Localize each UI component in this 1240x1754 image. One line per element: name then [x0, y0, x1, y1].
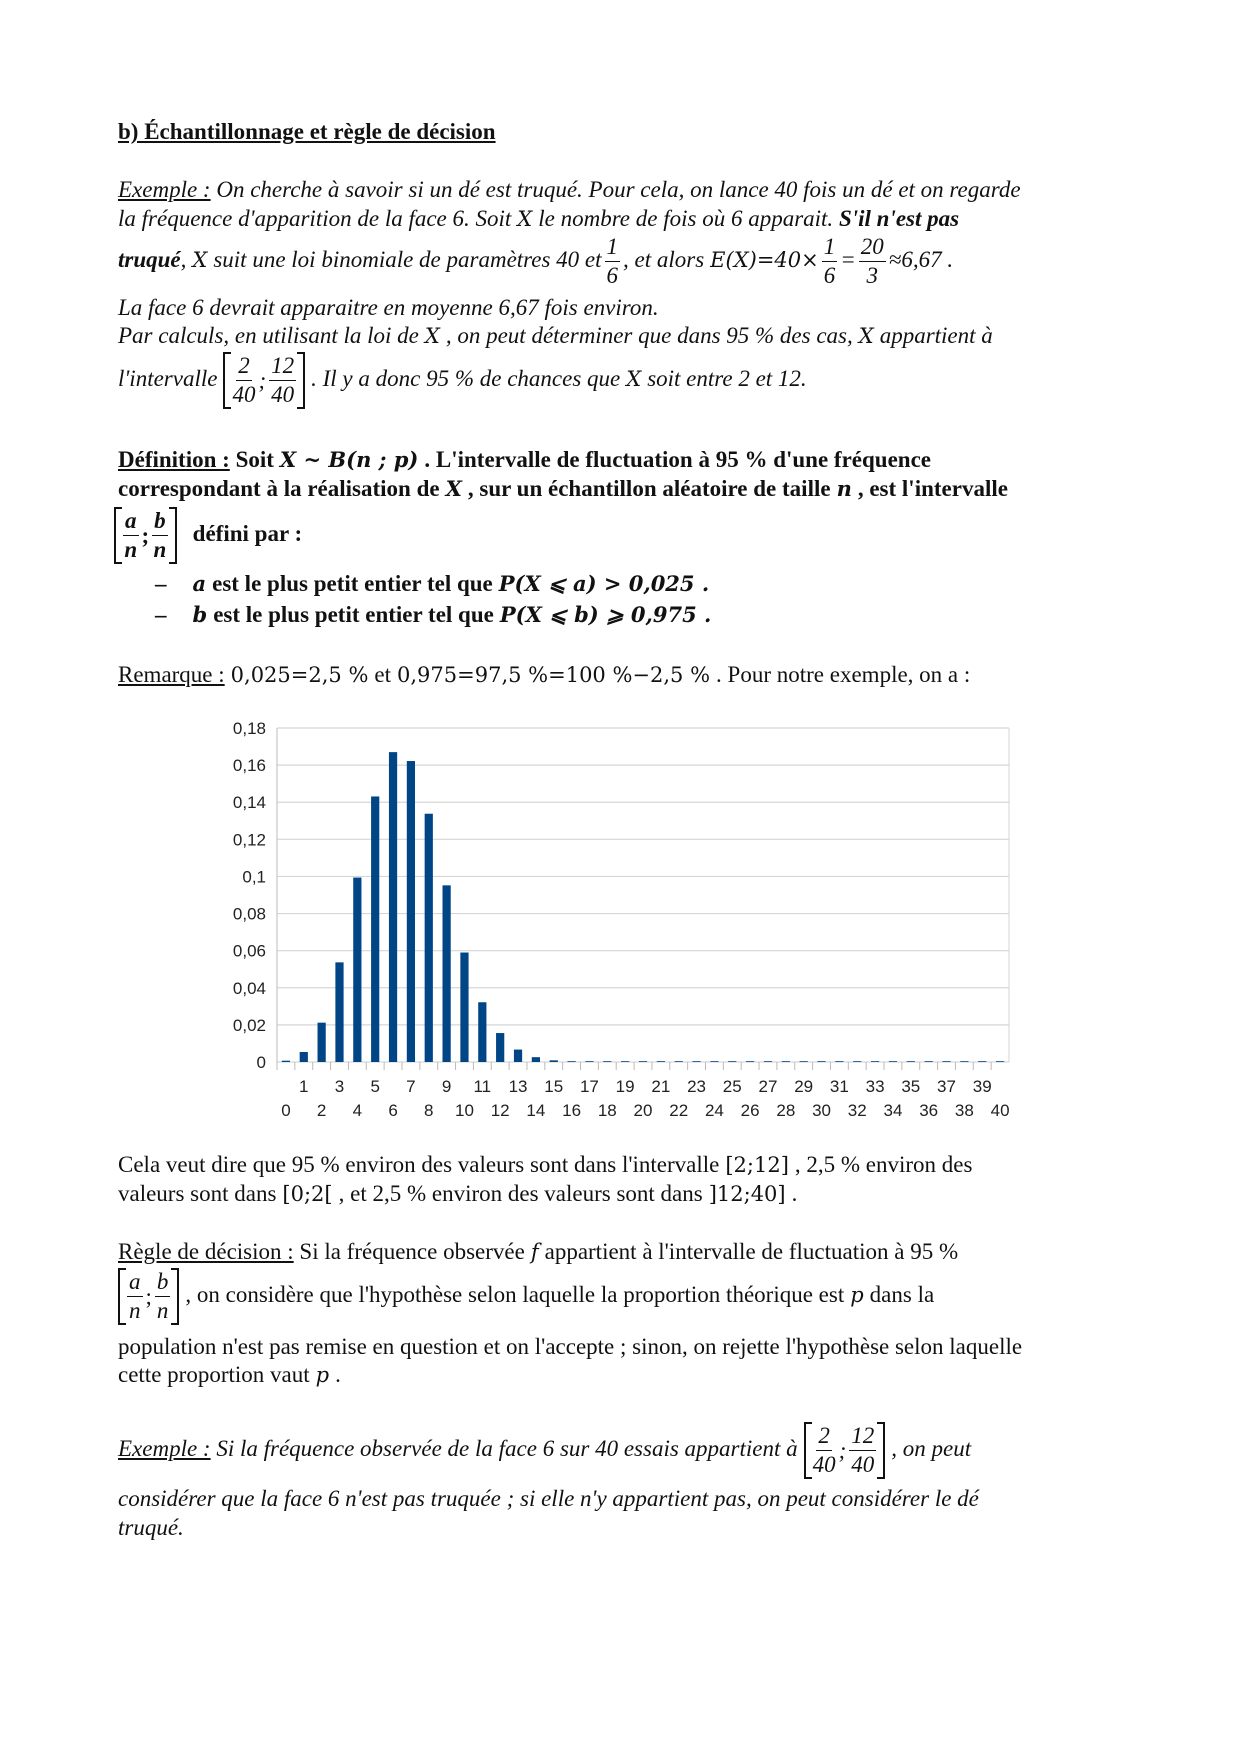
bar [800, 1061, 808, 1062]
bar [746, 1061, 754, 1062]
y-tick-label: 0,04 [232, 978, 266, 998]
bar [514, 1050, 522, 1062]
math: = [840, 246, 856, 272]
x-tick-label: 20 [633, 1101, 653, 1120]
x-tick-label: 9 [441, 1077, 452, 1096]
bar [460, 953, 468, 1062]
x-tick-label: 18 [597, 1101, 617, 1120]
x-tick-label: 22 [669, 1101, 689, 1120]
x-tick-label: 5 [370, 1077, 380, 1096]
x-tick-label: 34 [883, 1101, 903, 1120]
example-label: Exemple : [118, 177, 211, 202]
bar [942, 1061, 950, 1062]
x-tick-label: 19 [615, 1077, 635, 1096]
text: , on peut déterminer que dans 95 % des cas, [445, 323, 853, 348]
bar [692, 1061, 700, 1062]
binomial-bar-chart [220, 715, 1040, 1125]
bar [443, 885, 451, 1062]
bar [996, 1061, 1004, 1062]
bar [478, 1002, 486, 1062]
text: le nombre de fois où 6 apparait. [538, 206, 834, 231]
bar [710, 1061, 718, 1062]
math-x: X [858, 324, 874, 348]
definition-line3: $\frac{a}{n}$ ; $\frac{b}{n}$ défini par : [114, 507, 302, 564]
x-tick-label: 4 [352, 1101, 363, 1120]
text: , et alors [623, 246, 705, 272]
definition-line2: correspondant à la réalisation de X , sur un échantillon aléatoire de taille n , est l'intervalle [118, 476, 1008, 501]
bar [639, 1061, 647, 1062]
bar [496, 1033, 504, 1062]
x-tick-label: 36 [919, 1101, 939, 1120]
bar [853, 1061, 861, 1062]
example1-line6 [118, 352, 807, 409]
x-tick-label: 8 [424, 1101, 434, 1120]
example1-line3: truqué, X suit une loi binomiale de paramètres 40 et $\frac{1}{6}$ , et alors E(X)=40× $\frac{1}{6}$ = $\frac{20}{3}$ ≈6,67 . [118, 234, 954, 288]
y-tick-label: 0,12 [232, 830, 266, 850]
math-law: X ~ B(n ; p) [279, 447, 419, 472]
example1-line5 [118, 322, 993, 350]
remark-label: Remarque : [118, 662, 225, 687]
x-tick-label: 1 [299, 1077, 309, 1096]
math-x: X [517, 207, 533, 231]
example2-line1: Exemple : Si la fréquence observée de la face 6 sur 40 essais appartient à $\frac{2}{40}$ ; $\frac{12}{40}$ , on peut [118, 1423, 972, 1477]
definition-line1: Définition : Soit X ~ B(n ; p) . L'intervalle de fluctuation à 95 % d'une fréquence [118, 447, 931, 472]
x-tick-label: 35 [901, 1077, 921, 1096]
after-line2: valeurs sont dans [0;2[ , et 2,5 % environ des valeurs sont dans ]12;40] . [118, 1181, 798, 1206]
math-x: X [192, 247, 208, 272]
bar [282, 1061, 290, 1062]
bar [407, 761, 415, 1062]
x-tick-label: 27 [758, 1077, 778, 1096]
section-title: b) Échantillonnage et règle de décision [118, 119, 496, 144]
bar [532, 1057, 540, 1062]
x-tick-label: 37 [937, 1077, 956, 1096]
bar [657, 1061, 665, 1062]
example2-line2: considérer que la face 6 n'est pas truquée ; si elle n'y appartient pas, on peut considérer le dé [118, 1486, 979, 1511]
example1-line2 [118, 205, 959, 233]
rule-line4: cette proportion vaut p . [118, 1362, 341, 1387]
rule-line2: $\frac{a}{n}$ ; $\frac{b}{n}$ , on considère que l'hypothèse selon laquelle la proportion théorique est p dans la [118, 1268, 934, 1325]
bar [335, 962, 343, 1062]
x-tick-label: 17 [579, 1077, 599, 1096]
text: l'intervalle [118, 365, 218, 391]
x-tick-label: 28 [776, 1101, 796, 1120]
x-tick-label: 2 [316, 1101, 327, 1120]
bar [353, 878, 361, 1062]
definition-bullet: – b est le plus petit entier tel que P(X ⩽ b) ⩾ 0,975 . [155, 602, 712, 627]
x-tick-label: 39 [972, 1077, 992, 1096]
bar [907, 1061, 915, 1062]
text: Par calculs, en utilisant la loi de [118, 323, 419, 348]
rule-line1: Règle de décision : Si la fréquence observée f appartient à l'intervalle de fluctuation à 95 % [118, 1239, 959, 1264]
text: truqué [118, 246, 181, 272]
after-line1: Cela veut dire que 95 % environ des valeurs sont dans l'intervalle [2;12] , 2,5 % environ des [118, 1152, 973, 1177]
x-tick-label: 33 [865, 1077, 885, 1096]
x-tick-label: 6 [388, 1101, 398, 1120]
bar [764, 1061, 772, 1062]
bar [728, 1061, 736, 1062]
text: la fréquence d'apparition de la face 6. Soit [118, 206, 512, 231]
math-x: X [424, 324, 440, 348]
x-tick-label: 30 [812, 1101, 831, 1120]
y-tick-label: 0,14 [232, 793, 266, 813]
example1-line1 [118, 176, 1021, 204]
x-tick-label: 25 [722, 1077, 742, 1096]
x-tick-label: 26 [740, 1101, 760, 1120]
bar [817, 1061, 825, 1062]
fraction: $\frac{1}{6}$ [823, 234, 836, 288]
x-tick-label: 38 [954, 1101, 974, 1120]
y-tick-label: 0 [256, 1053, 266, 1072]
bar [889, 1061, 897, 1062]
x-tick-label: 3 [334, 1077, 345, 1096]
bar [925, 1061, 933, 1062]
x-tick-label: 7 [406, 1077, 416, 1096]
fraction: $\frac{20}{3}$ [860, 234, 884, 288]
bar [389, 752, 397, 1062]
x-tick-label: 14 [526, 1101, 546, 1120]
bar [603, 1061, 611, 1062]
x-tick-label: 40 [990, 1101, 1010, 1120]
x-tick-label: 15 [544, 1077, 564, 1096]
x-tick-label: 21 [651, 1077, 671, 1096]
remark-line: Remarque : 0,025=2,5 % et 0,975=97,5 %=100 %−2,5 % . Pour notre exemple, on a : [118, 662, 971, 687]
text: . Il y a donc 95 % de chances que [311, 365, 621, 391]
x-tick-label: 10 [455, 1101, 474, 1120]
bar [550, 1060, 558, 1062]
rule-label: Règle de décision : [118, 1239, 294, 1264]
bar [960, 1061, 968, 1062]
x-tick-label: 13 [508, 1077, 528, 1096]
bar [782, 1061, 790, 1062]
definition-label: Définition : [118, 447, 230, 472]
x-tick-label: 31 [829, 1077, 849, 1096]
text: soit entre 2 et 12. [647, 365, 807, 391]
math-x: X [626, 366, 642, 391]
bar [318, 1023, 326, 1062]
x-tick-label: 29 [794, 1077, 814, 1096]
y-tick-label: 0,08 [232, 904, 266, 924]
rule-line3: population n'est pas remise en question et on l'accepte ; sinon, on rejette l'hypothèse selon laquelle [118, 1334, 1023, 1359]
x-tick-label: 12 [490, 1101, 510, 1120]
math-expectation: E(X)=40× [710, 247, 819, 272]
interval-bracket: $\frac{a}{n}$ ; $\frac{b}{n}$ [118, 1268, 179, 1325]
y-tick-label: 0,02 [232, 1015, 266, 1035]
x-tick-label: 24 [704, 1101, 724, 1120]
bar [978, 1061, 986, 1062]
text: S'il n'est pas [833, 206, 960, 231]
y-tick-label: 0,16 [232, 756, 266, 776]
math: ≈6,67 . [888, 246, 954, 272]
example2-line3: truqué. [118, 1515, 184, 1540]
bar [371, 796, 379, 1062]
example1-line4: La face 6 devrait apparaitre en moyenne 6,67 fois environ. [118, 295, 659, 320]
interval-bracket: $\frac{2}{40}$ ; $\frac{12}{40}$ [223, 352, 305, 409]
bar [621, 1061, 629, 1062]
bar [300, 1052, 308, 1062]
bar [585, 1061, 593, 1062]
interval-bracket: $\frac{2}{40}$ ; $\frac{12}{40}$ [804, 1422, 886, 1479]
bar [675, 1061, 683, 1062]
interval-bracket: $\frac{a}{n}$ ; $\frac{b}{n}$ [114, 507, 177, 564]
y-tick-label: 0,18 [232, 719, 266, 738]
text: suit une loi binomiale de paramètres 40 et [213, 246, 602, 272]
y-tick-label: 0,06 [232, 941, 266, 961]
x-tick-label: 0 [281, 1101, 291, 1120]
fraction-one-sixth: $\frac{1}{6}$ [606, 234, 619, 288]
example-label: Exemple : [118, 1435, 211, 1461]
bar [567, 1061, 575, 1062]
text: appartient à [879, 323, 993, 348]
x-tick-label: 32 [847, 1101, 867, 1120]
bar [425, 814, 433, 1062]
x-tick-label: 11 [473, 1077, 492, 1096]
bar [871, 1061, 879, 1062]
x-tick-label: 16 [562, 1101, 582, 1120]
text: On cherche à savoir si un dé est truqué. Pour cela, on lance 40 fois un dé et on regarde [210, 177, 1021, 202]
bar [835, 1061, 843, 1062]
y-tick-label: 0,1 [242, 867, 266, 887]
x-tick-label: 23 [687, 1077, 707, 1096]
definition-bullet: – a est le plus petit entier tel que P(X ⩽ a) > 0,025 . [155, 571, 710, 596]
